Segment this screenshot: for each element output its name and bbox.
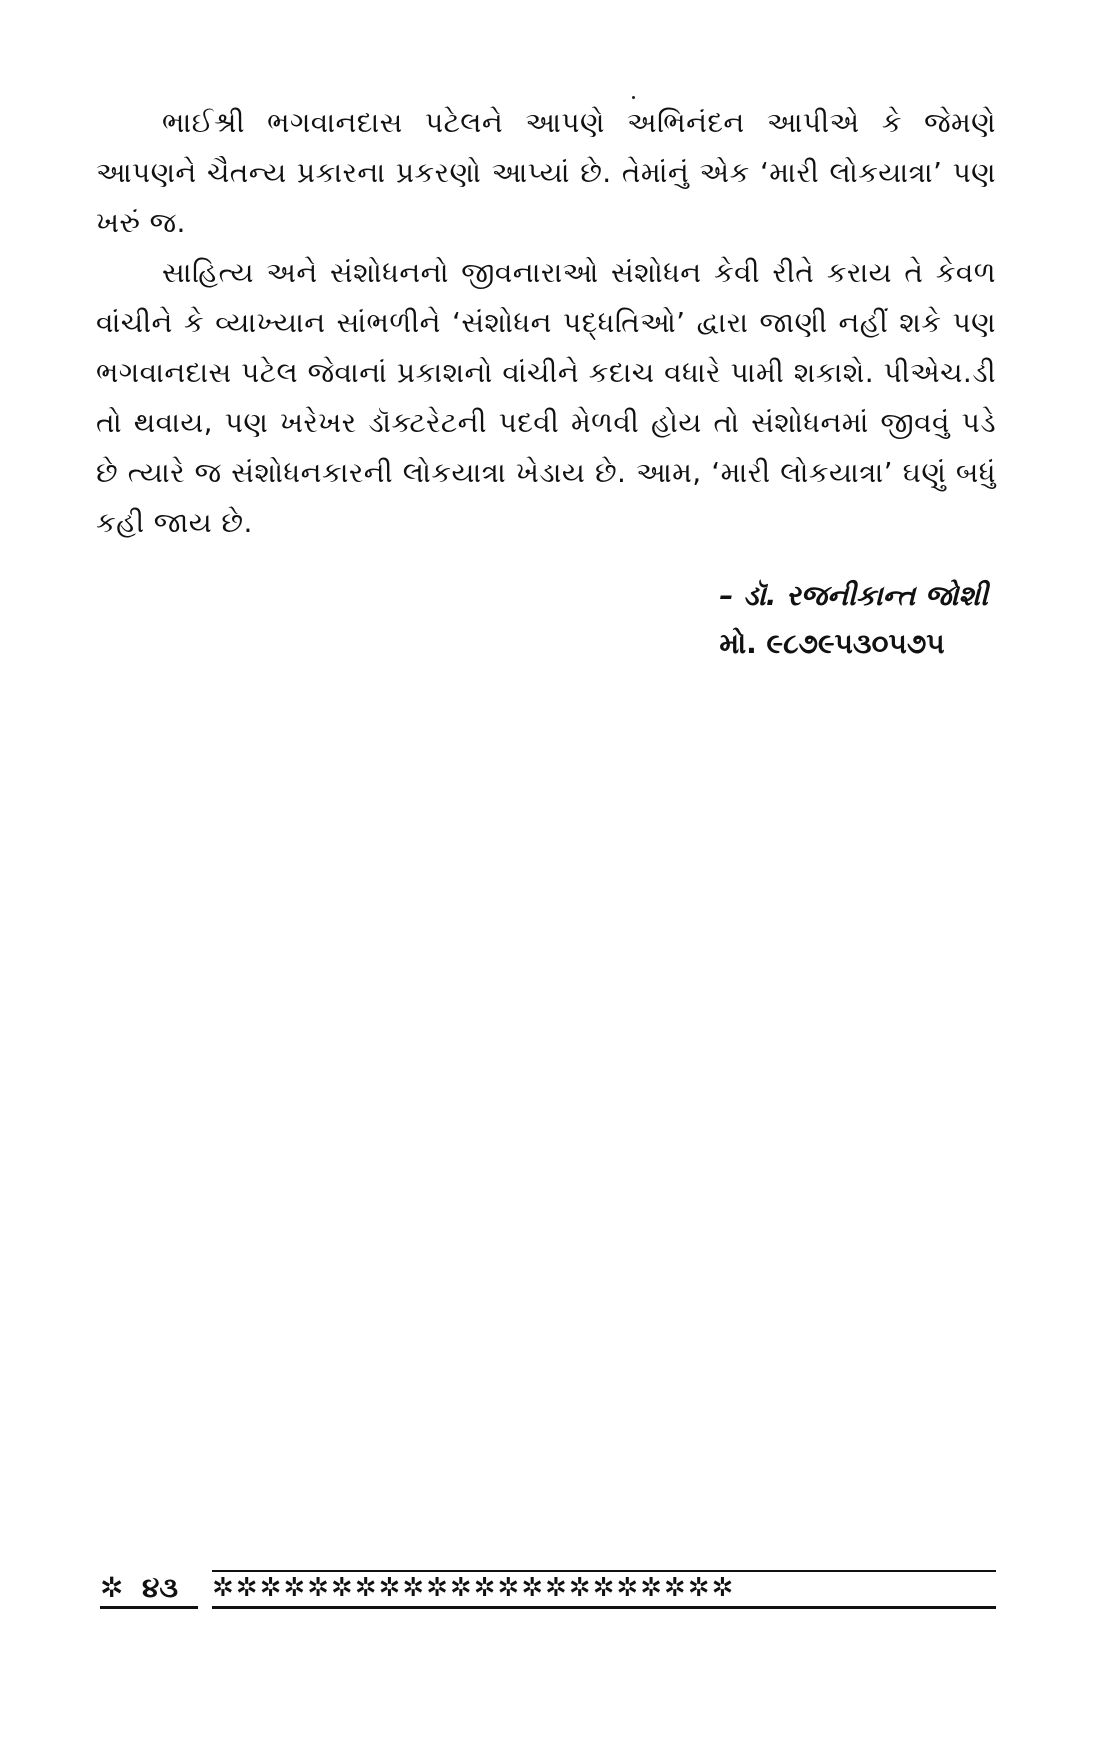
signature-block bbox=[719, 572, 988, 668]
star-border-ornament: ✲✲✲✲✲✲✲✲✲✲✲✲✲✲✲✲✲✲✲✲✲✲ bbox=[212, 1573, 736, 1603]
page-footer bbox=[100, 1568, 996, 1612]
star-ornament-icon: ✲ bbox=[100, 1571, 124, 1604]
paragraph-1: ભાઈશ્રી ભગવાનદાસ પટેલને આપણે અભિનંદન આપીએ કે જેમણે આપણને ચૈતન્ય પ્રકારના પ્રકરણો આપ્યાં છે. તેમાંનું એક ‘મારી લોકયાત્રા’ પણ ખરું જ. bbox=[96, 106, 996, 239]
page-number-underline bbox=[100, 1606, 198, 1609]
footer-rule-bottom bbox=[212, 1606, 996, 1609]
body-text bbox=[96, 98, 996, 548]
author-name: – ડૉ. રજનીકાન્ત જોશી bbox=[719, 579, 988, 612]
page-number: ૪૩ bbox=[142, 1571, 179, 1604]
paragraph-2: સાહિત્ય અને સંશોધનનો જીવનારાઓ સંશોધન કેવી રીતે કરાય તે કેવળ વાંચીને કે વ્યાખ્યાન સાંભળીને ‘સંશોધન પદ્ધતિઓ’ દ્વારા જાણી નહીં શકે પણ ભગવાનદાસ પટેલ જેવાનાં પ્રકાશનો વાંચીને કદાચ વધારે પામી શકાશે. પીએચ.ડી તો થવાય, પણ ખરેખર ડૉક્ટરેટની પદવી મેળવી હોય તો સંશોધનમાં જીવવું પડે છે ત્યારે જ સંશોધનકારની લોકયાત્રા ખેડાય છે. આમ, ‘મારી લોકયાત્રા’ ઘણું બધું કહી જાય છે. bbox=[96, 256, 996, 539]
author-phone: મો. ૯૮૭૯૫૩૦૫૭૫ bbox=[719, 627, 945, 660]
